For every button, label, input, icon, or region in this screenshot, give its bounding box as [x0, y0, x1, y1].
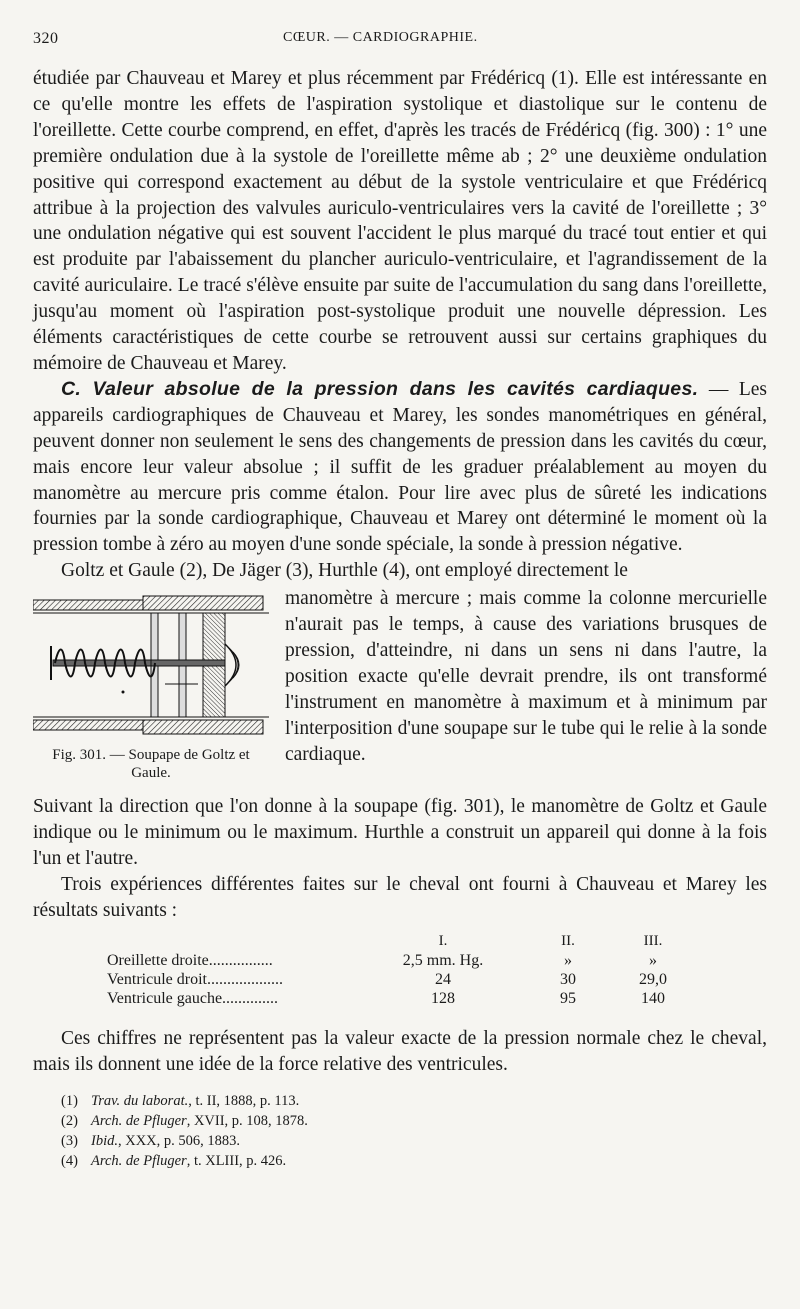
paragraph-3-rest: Suivant la direction que l'on donne à la soupape (fig. 301), le manomètre de Goltz et Gaule indique ou le minimum ou le maximum. Hurthle a construit un appareil qui donne à la fois l'un et l'autre.: [33, 796, 767, 869]
running-title: CŒUR. — CARDIOGRAPHIE.: [283, 30, 478, 45]
running-head: [33, 30, 767, 54]
footnote: (2) Arch. de Pfluger, XVII, p. 108, 1878.: [61, 1113, 308, 1130]
footnote-ref: , XXX, p. 506, 1883.: [117, 1133, 241, 1150]
footnote: (3) Ibid., XXX, p. 506, 1883.: [61, 1133, 241, 1150]
valve-diagram-illustration: [33, 594, 269, 739]
paragraph-3-first-line: Goltz et Gaule (2), De Jäger (3), Hurthle (4), ont employé directement le: [61, 560, 628, 582]
pressure-table: [33, 932, 767, 1008]
footnote-source: Arch. de Pfluger: [91, 1113, 187, 1130]
footnote-ref: , XVII, p. 108, 1878.: [186, 1113, 308, 1130]
paragraph-4: Trois expériences différentes faites sur le cheval ont fourni à Chauveau et Marey les résultats suivants :: [33, 873, 767, 921]
figure-caption: Fig. 301. — Soupape de Goltz et Gaule.: [52, 747, 250, 782]
table-cell: 30: [560, 970, 576, 988]
table-row: [33, 989, 767, 1008]
paragraph-3-side: manomètre à mercure ; mais comme la colonne mercurielle n'aurait pas le temps, à cause des variations brusques de pression, d'atteindre, ni dans un sens ni dans l'autre, la position exacte qu'elle devrait prendre, ils ont transformé l'instrument en manomètre à maximum et à minimum par l'interposition d'une soupape sur le tube qui le relie à la sonde cardiaque.: [285, 588, 767, 765]
footnote-source: Trav. du laborat.: [91, 1093, 189, 1110]
table-cell: 95: [560, 989, 576, 1007]
paragraph-1: étudiée par Chauveau et Marey et plus récemment par Frédéricq (1). Elle est intéressante en ce qu'elle montre les effets de l'aspiration systolique et diastolique sur le contenu de l'oreillette. Cette courbe comprend, en effet, d'après les tracés de Frédéricq (fig. 300) : 1° une première ondulation due à la systole de l'oreillette même ab ; 2° une deuxième ondulation positive qui correspond exactement au début de la systole ventriculaire et que Frédéricq attribue à la projection des valvules auriculo-ventriculaires vers la cavité de l'oreillette ; 3° une ondulation négative qui est souvent l'accident le plus marqué du tracé tout entier et qui est produite par l'abaissement du plancher auriculo-ventriculaire, et l'agrandissement de la cavité auriculaire. Le tracé s'élève ensuite par suite de l'accumulation du sang dans l'oreillette, jusqu'au moment où l'aspiration post-systolique produit une nouvelle dépression. Les éléments caractéristiques de cette courbe se retrouvent aussi sur certains graphiques du mémoire de Chauveau et Marey.: [33, 68, 767, 374]
paragraph-5: Ces chiffres ne représentent pas la valeur exacte de la pression normale chez le cheval, mais ils donnent une idée de la force relative des ventricules.: [33, 1027, 767, 1075]
footnote-ref: , t. XLIII, p. 426.: [186, 1153, 287, 1170]
row-label: Ventricule droit...................: [107, 970, 283, 988]
footnote: (1) Trav. du laborat., t. II, 1888, p. 113.: [61, 1093, 300, 1110]
row-label: Ventricule gauche..............: [107, 989, 279, 1007]
table-cell: 29,0: [639, 970, 667, 988]
column-header: I.: [438, 932, 448, 949]
footnotes: [33, 1091, 767, 1171]
table-row: [33, 970, 767, 989]
table-cell: 140: [641, 989, 665, 1007]
footnote-source: Arch. de Pfluger: [91, 1153, 187, 1170]
footnote: (4) Arch. de Pfluger, t. XLIII, p. 426.: [61, 1153, 287, 1170]
table-cell: »: [649, 951, 657, 969]
table-header-row: [33, 932, 767, 951]
figure-block: [33, 586, 767, 794]
row-label: Oreillette droite................: [107, 951, 273, 969]
paragraph-2-text: — Les appareils cardiographiques de Chauveau et Marey, les sondes manométriques en général, peuvent donner non seulement le sens des changements de pression dans les cavités du cœur, mais encore leur valeur absolue ; il suffit de les graduer préalablement au moyen du manomètre au mercure pris comme étalon. Pour lire avec plus de sûreté les indications fournies par la sonde cardiographique, Chauveau et Marey ont déterminé le moment où la pression tombe à zéro au moyen d'une sonde spéciale, la sonde à pression négative.: [33, 378, 767, 556]
footnote-source: Ibid.: [91, 1133, 118, 1150]
table-cell: 128: [431, 989, 455, 1007]
column-header: III.: [643, 932, 663, 949]
table-cell: »: [564, 951, 572, 969]
document-page: [33, 30, 767, 1171]
paragraph-2: [33, 377, 767, 558]
figure-side-text: [285, 586, 767, 767]
table-row: [33, 951, 767, 970]
footnote-ref: , t. II, 1888, p. 113.: [188, 1093, 300, 1110]
table-cell: 2,5 mm. Hg.: [402, 951, 484, 969]
table-cell: 24: [435, 970, 451, 988]
section-title: C. Valeur absolue de la pression dans les cavités cardiaques.: [61, 377, 699, 400]
figure-301: [33, 594, 269, 739]
column-header: II.: [561, 932, 575, 949]
page-number: 320: [33, 30, 59, 47]
